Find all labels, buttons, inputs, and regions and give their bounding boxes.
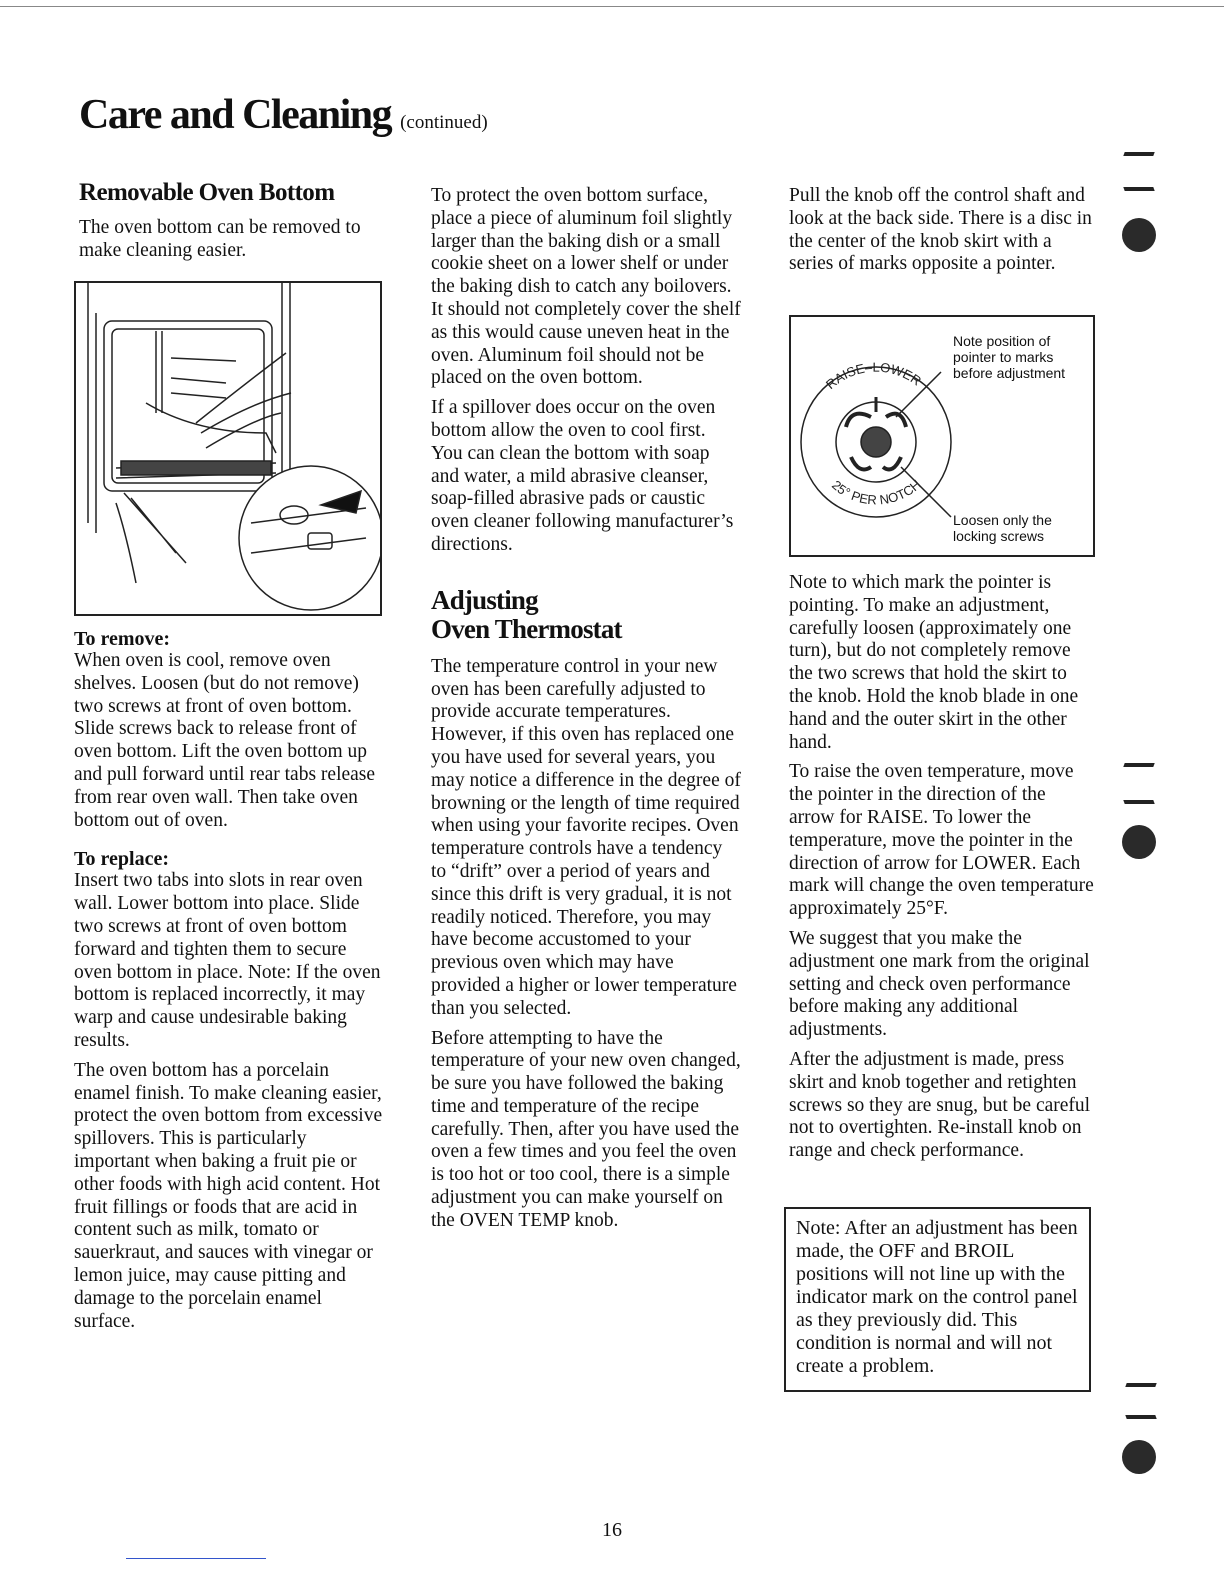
column-left-lower: [74, 628, 384, 1340]
binder-hole: [1122, 218, 1156, 252]
porcelain-paragraph: The oven bottom has a porcelain enamel finish. To make cleaning easier, protect the oven bottom from excessive spillovers. This is particularly important when baking a fruit pie or other foods with high acid content. Hot fruit fillings or foods that are acid in content such as milk, tomato or sauerkraut, and sauces with vinegar or lemon juice, may cause pitting and damage to the porcelain enamel surface.: [74, 1059, 383, 1332]
bottom-rule: [126, 1558, 266, 1559]
after-adjustment-paragraph: After the adjustment is made, press skirt and knob together and retighten screws so they are snug, but be careful not to overtighten. Re-install knob on range and check performance.: [789, 1048, 1091, 1162]
column-middle: [431, 185, 741, 1240]
margin-mark: [1123, 152, 1154, 156]
margin-mark: [1123, 187, 1154, 191]
callout-loosen-screws: Loosen only the locking screws: [953, 512, 1052, 544]
knob-ring-top-label: [823, 360, 924, 392]
title-suffix: (continued): [400, 112, 488, 133]
oven-bottom-illustration: [74, 281, 382, 616]
binder-hole: [1122, 825, 1156, 859]
knob-ring-bottom-text: 25° PER NOTCH: [829, 476, 924, 508]
title-text: Care and Cleaning: [79, 92, 392, 138]
note-box: Note: After an adjustment has been made, the OFF and BROIL positions will not line up with the indicator mark on the control panel as they previously did. This condition is normal and will not create a problem.: [784, 1207, 1091, 1392]
margin-mark: [1125, 1415, 1156, 1419]
binder-hole: [1122, 1440, 1156, 1474]
column-right-top: [789, 185, 1095, 283]
replace-heading: To replace:: [74, 848, 169, 871]
column-left: [79, 180, 389, 270]
top-rule: [0, 6, 1224, 7]
intro-paragraph: The oven bottom can be removed to make cleaning easier.: [79, 217, 361, 261]
replace-paragraph: Insert two tabs into slots in rear oven wall. Lower bottom into place. Slide two screws at front of oven bottom forward and tighten them to secure oven bottom in place. Note: If the oven bottom is replaced incorrectly, it may warp and cause undesirable baking results.: [74, 870, 381, 1051]
suggest-paragraph: We suggest that you make the adjustment one mark from the original setting and check oven performance before making any additional adjustments.: [789, 927, 1090, 1041]
margin-mark: [1123, 800, 1154, 804]
callout-note-position: Note position of pointer to marks before adjustment: [953, 333, 1066, 381]
section-heading-adjusting: Adjusting: [431, 584, 538, 615]
temperature-control-paragraph: The temperature control in your new oven has been carefully adjusted to provide accurate temperatures. However, if this oven has replaced one you have used for several years, you may notice a difference in the degree of browning or the length of time required when using your favorite recipes. Oven temperature controls have a tendency to “drift” over a period of years and since this drift is very gradual, it is not readily noticed. Therefore, you may have become accustomed to your previous oven which may have provided a higher or lower temperature than you selected.: [431, 655, 741, 1019]
foil-paragraph: To protect the oven bottom surface, place a piece of aluminum foil slightly larger than the baking dish or a small cookie sheet on a lower shelf or under the baking dish to catch any boilovers. It should not completely cover the shelf as this would cause uneven heat in the oven. Aluminum foil should not be placed on the oven bottom.: [431, 185, 741, 389]
pull-knob-paragraph: Pull the knob off the control shaft and look at the back side. There is a disc in the center of the knob skirt with a series of marks opposite a pointer.: [789, 185, 1092, 275]
remove-heading: To remove:: [74, 628, 171, 650]
oven-bottom-drawing: [76, 283, 380, 614]
margin-mark: [1123, 763, 1154, 767]
margin-mark: [1125, 1383, 1156, 1387]
page-title: [79, 94, 488, 136]
note-mark-paragraph: Note to which mark the pointer is pointing. To make an adjustment, carefully loosen (approximately one turn), but do not completely remove the two screws that hold the skirt to the knob. Hold the knob blade in one hand and the outer skirt in the other hand.: [789, 572, 1079, 753]
section-heading-removable-oven-bottom: Removable Oven Bottom: [79, 179, 335, 206]
spillover-paragraph: If a spillover does occur on the oven bottom allow the oven to cool first. You can clean the bottom with soap and water, a mild abrasive cleanser, soap-filled abrasive pads or caustic oven cleaner following manufacturer’s directions.: [431, 397, 734, 555]
before-attempting-paragraph: Before attempting to have the temperature of your new oven changed, be sure you have followed the baking time and temperature of the recipe carefully. Then, after you have used the oven a few times and you feel the oven is too hot or too cool, there is a simple adjustment you can make yourself on the OVEN TEMP knob.: [431, 1027, 741, 1231]
section-heading-oven-thermostat: Oven Thermostat: [431, 613, 622, 644]
knob-ring-top-text: RAISE–LOWER: [822, 359, 925, 393]
knob-illustration: [789, 315, 1095, 557]
raise-temperature-paragraph: To raise the oven temperature, move the pointer in the direction of the arrow for RAISE. To lower the temperature, move the pointer in the direction of arrow for LOWER. Each mark will change the oven temperature approximately 25°F.: [789, 761, 1094, 920]
page-number: 16: [602, 1519, 622, 1541]
column-right-lower: [789, 572, 1095, 1170]
remove-paragraph: When oven is cool, remove oven shelves. Loosen (but do not remove) two screws at front of oven bottom. Slide screws back to release front of oven bottom. Lift the oven bottom up and pull forward until rear tabs release from rear oven wall. Then take oven bottom out of oven.: [74, 650, 376, 831]
